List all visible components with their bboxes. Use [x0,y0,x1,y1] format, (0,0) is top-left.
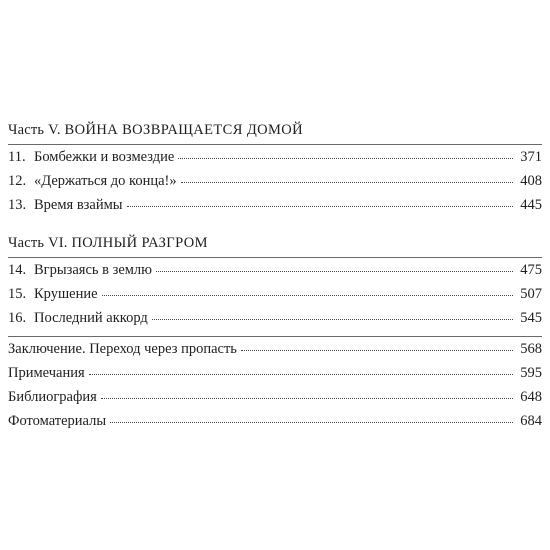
chapter-title: Последний аккорд [34,310,148,326]
part-heading [8,118,542,142]
dot-leader [102,294,513,296]
chapter-title: Время взаймы [34,197,123,213]
page-number: 507 [520,286,542,302]
page-number: 545 [520,310,542,326]
toc-entry[interactable] [8,361,542,385]
toc-entry[interactable] [8,409,542,433]
part-heading [8,231,542,255]
page-number: 445 [520,197,542,213]
chapter-number: 11. [8,149,26,165]
chapter-number: 15. [8,286,27,302]
page-number: 684 [520,413,542,429]
dot-leader [89,373,513,375]
toc-entry[interactable] [8,385,542,409]
back-matter-title: Библиография [8,389,97,405]
chapter-number: 16. [8,310,27,326]
dot-leader [178,157,513,159]
dot-leader [181,181,513,183]
dot-leader [241,349,513,351]
chapter-number: 13. [8,197,27,213]
chapter-title: Вгрызаясь в землю [34,262,152,278]
spacer [8,217,542,231]
toc-entry[interactable] [8,258,542,282]
toc-entry[interactable] [8,193,542,217]
chapter-number: 12. [8,173,27,189]
toc-entry[interactable] [8,282,542,306]
dot-leader [156,270,513,272]
chapter-number: 14. [8,262,27,278]
toc-entry[interactable] [8,145,542,169]
toc-entry[interactable] [8,169,542,193]
dot-leader [101,397,513,399]
dot-leader [110,421,513,423]
part-prefix: Часть VI. [8,235,68,251]
back-matter-title: Фотоматериалы [8,413,107,429]
toc-entry[interactable] [8,306,542,330]
chapter-title: Крушение [34,286,98,302]
page-number: 648 [520,389,542,405]
page-number: 371 [520,149,542,165]
part-prefix: Часть V. [8,122,61,138]
part-title: ВОЙНА ВОЗВРАЩАЕТСЯ ДОМОЙ [64,122,304,138]
dot-leader [127,205,513,207]
toc-entry[interactable] [8,337,542,361]
back-matter-title: Заключение. Переход через пропасть [8,341,237,357]
page-number: 568 [520,341,542,357]
table-of-contents [8,118,542,433]
page-number: 475 [520,262,542,278]
dot-leader [152,318,513,320]
chapter-title: Бомбежки и возмездие [34,149,175,165]
page-number: 408 [520,173,542,189]
page-number: 595 [520,365,542,381]
chapter-title: «Держаться до конца!» [34,173,177,189]
back-matter-title: Примечания [8,365,85,381]
part-title: ПОЛНЫЙ РАЗГРОМ [71,235,208,251]
